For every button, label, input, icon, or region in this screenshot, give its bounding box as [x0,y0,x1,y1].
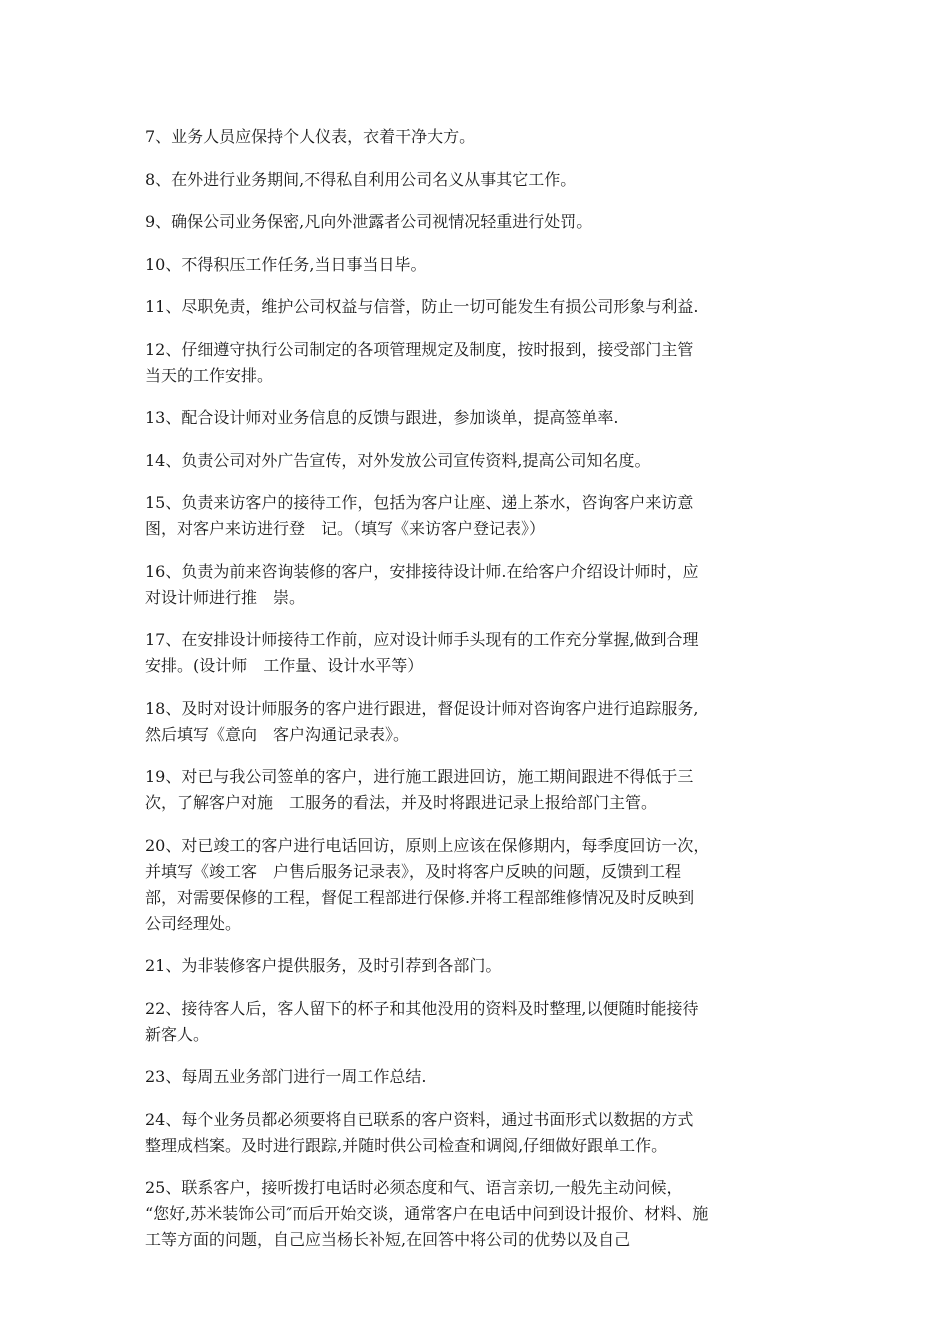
rule-item [145,627,813,679]
rule-line: 整理成档案。及时进行跟踪,并随时供公司检查和调阅,仔细做好跟单工作。 [145,1135,668,1155]
rule-line: 7、业务人员应保持个人仪表，衣着干净大方。 [145,127,476,146]
document-body [145,124,813,1270]
rule-item [145,833,813,937]
rule-item [145,696,813,748]
rule-line: 13、配合设计师对业务信息的反馈与跟进，参加谈单，提高签单率. [145,408,619,427]
rule-item [145,490,813,542]
rule-item [145,953,813,979]
rule-item [145,252,813,278]
rule-line: 次，了解客户对施 工服务的看法，并及时将跟进记录上报给部门主管。 [145,793,658,812]
rule-line: 17、在安排设计师接待工作前，应对设计师手头现有的工作充分掌握,做到合理 [145,630,699,649]
rule-line: 公司经理处。 [145,913,242,933]
rule-line: 安排。(设计师 工作量、设计水平等） [145,656,424,675]
rule-item [145,559,813,611]
rule-item [145,337,813,389]
rule-line: 14、负责公司对外广告宣传，对外发放公司宣传资料,提高公司知名度。 [145,450,651,470]
rule-line: 8、在外进行业务期间,不得私自利用公司名义从事其它工作。 [145,169,577,189]
rule-line: 10、不得积压工作任务,当日事当日毕。 [145,254,427,274]
rule-line: “您好,苏米装饰公司″而后开始交谈，通常客户在电话中问到设计报价、材料、施 [145,1204,709,1223]
rule-line: 11、尽职免责，维护公司权益与信誉，防止一切可能发生有损公司形象与利益. [145,297,699,316]
rule-line: 当天的工作安排。 [145,365,274,385]
rule-line: 24、每个业务员都必须要将自已联系的客户资料，通过书面形式以数据的方式 [145,1109,694,1129]
rule-line: 19、对已与我公司签单的客户，进行施工跟进回访，施工期间跟进不得低于三 [145,767,694,786]
rule-line: 21、为非装修客户提供服务，及时引荐到各部门。 [145,956,502,975]
rule-line: 并填写《竣工客 户售后服务记录表》，及时将客户反映的问题，反馈到工程 [145,861,682,881]
rule-item [145,764,813,816]
rule-item [145,1107,813,1159]
rule-line: 工等方面的问题，自己应当杨长补短,在回答中将公司的优势以及自己 [145,1230,631,1249]
rule-line: 16、负责为前来咨询装修的客户，安排接待设计师.在给客户介绍设计师时，应 [145,561,699,581]
rule-line: 18、及时对设计师服务的客户进行跟进，督促设计师对咨询客户进行追踪服务, [145,698,699,718]
rule-line: 新客人。 [145,1024,210,1044]
rule-item [145,996,813,1048]
rule-item [145,1064,813,1090]
rule-line: 23、每周五业务部门进行一周工作总结. [145,1067,427,1086]
rule-line: 25、联系客户，接听拨打电话时必须态度和气、语言亲切,一般先主动问候， [145,1178,683,1197]
rule-line: 22、接待客人后，客人留下的杯子和其他没用的资料及时整理,以便随时能接待 [145,998,699,1018]
rule-item [145,1175,813,1253]
rule-line: 9、确保公司业务保密,凡向外泄露者公司视情况轻重进行处罚。 [145,212,593,231]
rule-line: 然后填写《意向 客户沟通记录表》。 [145,724,410,744]
rule-line: 20、对已竣工的客户进行电话回访，原则上应该在保修期内，每季度回访一次， [145,835,710,855]
rule-item [145,167,813,193]
rule-line: 部，对需要保修的工程，督促工程部进行保修.并将工程部维修情况及时反映到 [145,887,695,907]
rule-line: 对设计师进行推 崇。 [145,587,306,607]
rule-item [145,124,813,150]
rule-item [145,448,813,474]
rule-line: 12、仔细遵守执行公司制定的各项管理规定及制度，按时报到，接受部门主管 [145,339,694,359]
rule-item [145,294,813,320]
rule-item [145,405,813,431]
rule-line: 图，对客户来访进行登 记。（填写《来访客户登记表》） [145,519,546,538]
rule-item [145,209,813,235]
rule-line: 15、负责来访客户的接待工作，包括为客户让座、递上茶水，咨询客户来访意 [145,493,694,512]
